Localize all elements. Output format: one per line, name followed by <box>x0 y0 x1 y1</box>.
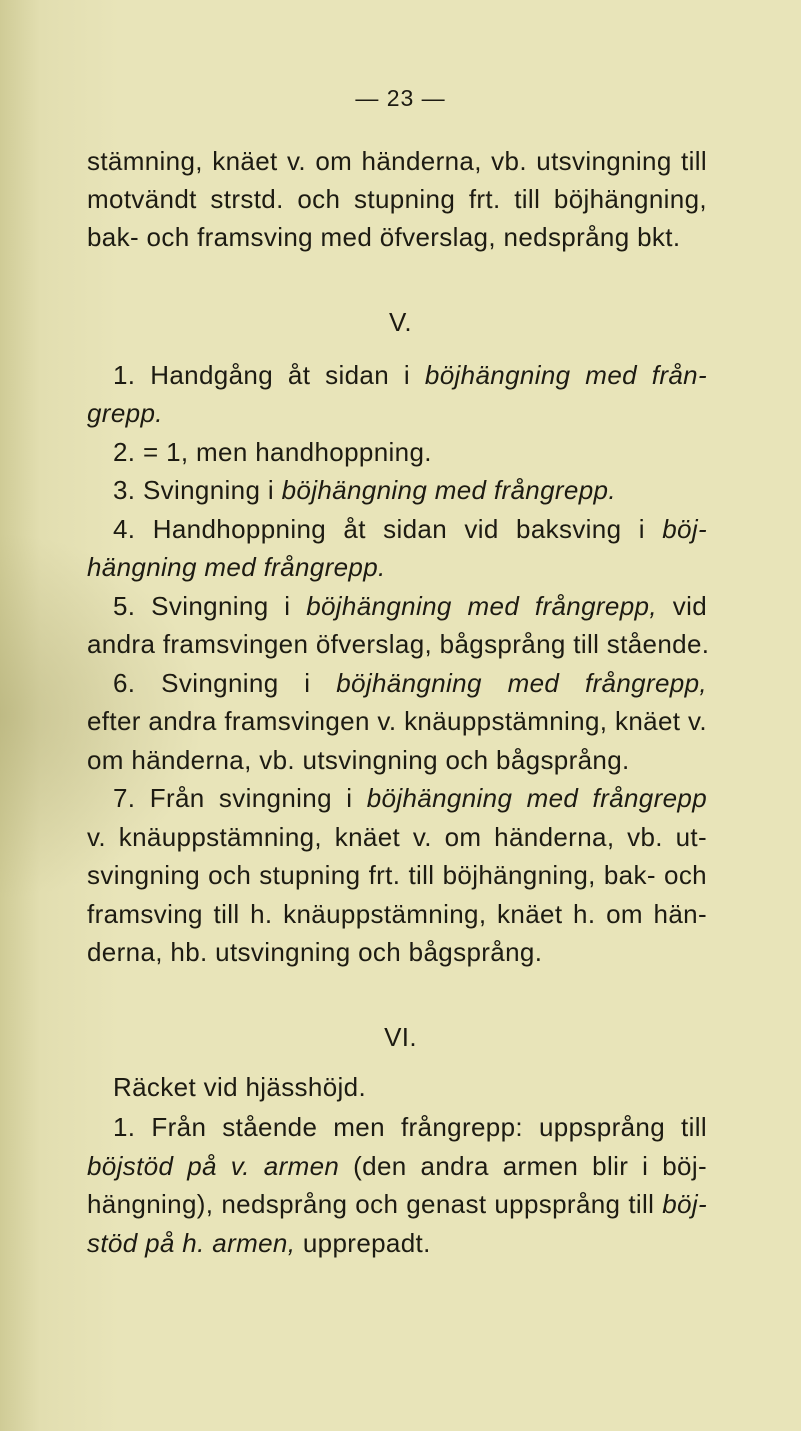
item-text: 4. Handhoppning åt sidan vid baksving i <box>113 514 645 544</box>
item-text: 7. Från svingning i <box>113 783 353 813</box>
italic-term: grepp. <box>87 398 163 428</box>
item-number: 1. <box>113 360 136 390</box>
list-item-vi-1-cont <box>87 1188 707 1220</box>
italic-term: böjstöd på v. armen <box>87 1151 340 1181</box>
section-heading-vi: VI. <box>384 1022 417 1052</box>
list-item-vi-1-cont <box>87 1227 431 1259</box>
item-text: vid <box>672 591 708 621</box>
italic-term: böj- <box>662 1189 707 1219</box>
list-item-v-3 <box>113 474 616 506</box>
list-item-v-1-cont <box>87 397 163 429</box>
list-item-vi-1: 1. Från stående men frångrepp: uppsprång till <box>113 1112 707 1142</box>
list-item-v-7 <box>113 782 707 814</box>
italic-term: böjhängning med frångrepp <box>366 783 708 813</box>
list-item-v-4 <box>113 513 707 545</box>
list-item-vi-1-cont <box>87 1150 707 1182</box>
item-text: Handgång åt sidan i <box>150 360 411 390</box>
section-heading-v: V. <box>389 307 412 337</box>
list-item-v-1 <box>113 359 707 391</box>
italic-term: böjhängning med från- <box>424 360 708 390</box>
list-item-v-4-cont <box>87 551 386 583</box>
italic-term: böjhängning med frångrepp, <box>336 668 708 698</box>
section-intro: Räcket vid hjässhöjd. <box>113 1072 367 1102</box>
list-item-v-6 <box>113 667 707 699</box>
paragraph-line: stämning, knäet v. om händerna, vb. utsvingning till <box>87 146 707 176</box>
item-text: (den andra armen blir i böj- <box>353 1151 707 1181</box>
list-item-v-7-cont: framsving till h. knäuppstämning, knäet h. om hän- <box>87 899 707 929</box>
list-item-v-7-cont: derna, hb. utsvingning och bågsprång. <box>87 937 543 967</box>
list-item-v-2: 2. = 1, men handhoppning. <box>113 437 432 467</box>
list-item-v-6-cont: efter andra framsvingen v. knäuppstämning, knäet v. <box>87 706 707 736</box>
page-number: — 23 — <box>355 85 446 111</box>
list-item-v-5 <box>113 590 707 622</box>
italic-term: böjhängning med frångrepp. <box>281 475 616 505</box>
italic-term: böj- <box>662 514 707 544</box>
italic-term: hängning med frångrepp. <box>87 552 386 582</box>
item-text: 3. Svingning i <box>113 475 275 505</box>
item-text: 5. Svingning i <box>113 591 291 621</box>
paragraph-line: bak- och framsving med öfverslag, nedsprång bkt. <box>87 222 681 252</box>
list-item-v-7-cont: v. knäuppstämning, knäet v. om händerna, vb. ut- <box>87 822 707 852</box>
italic-term: böjhängning med frångrepp, <box>306 591 657 621</box>
italic-term: stöd på h. armen, <box>87 1228 296 1258</box>
list-item-v-6-cont: om händerna, vb. utsvingning och bågsprång. <box>87 745 630 775</box>
item-text: hängning), nedsprång och genast uppsprång till <box>87 1189 655 1219</box>
paragraph-line: motvändt strstd. och stupning frt. till böjhängning, <box>87 184 707 214</box>
item-text: upprepadt. <box>302 1228 431 1258</box>
list-item-v-7-cont: svingning och stupning frt. till böjhängning, bak- och <box>87 860 707 890</box>
item-text: 6. Svingning i <box>113 668 311 698</box>
list-item-v-5-cont: andra framsvingen öfverslag, bågsprång till stående. <box>87 629 710 659</box>
